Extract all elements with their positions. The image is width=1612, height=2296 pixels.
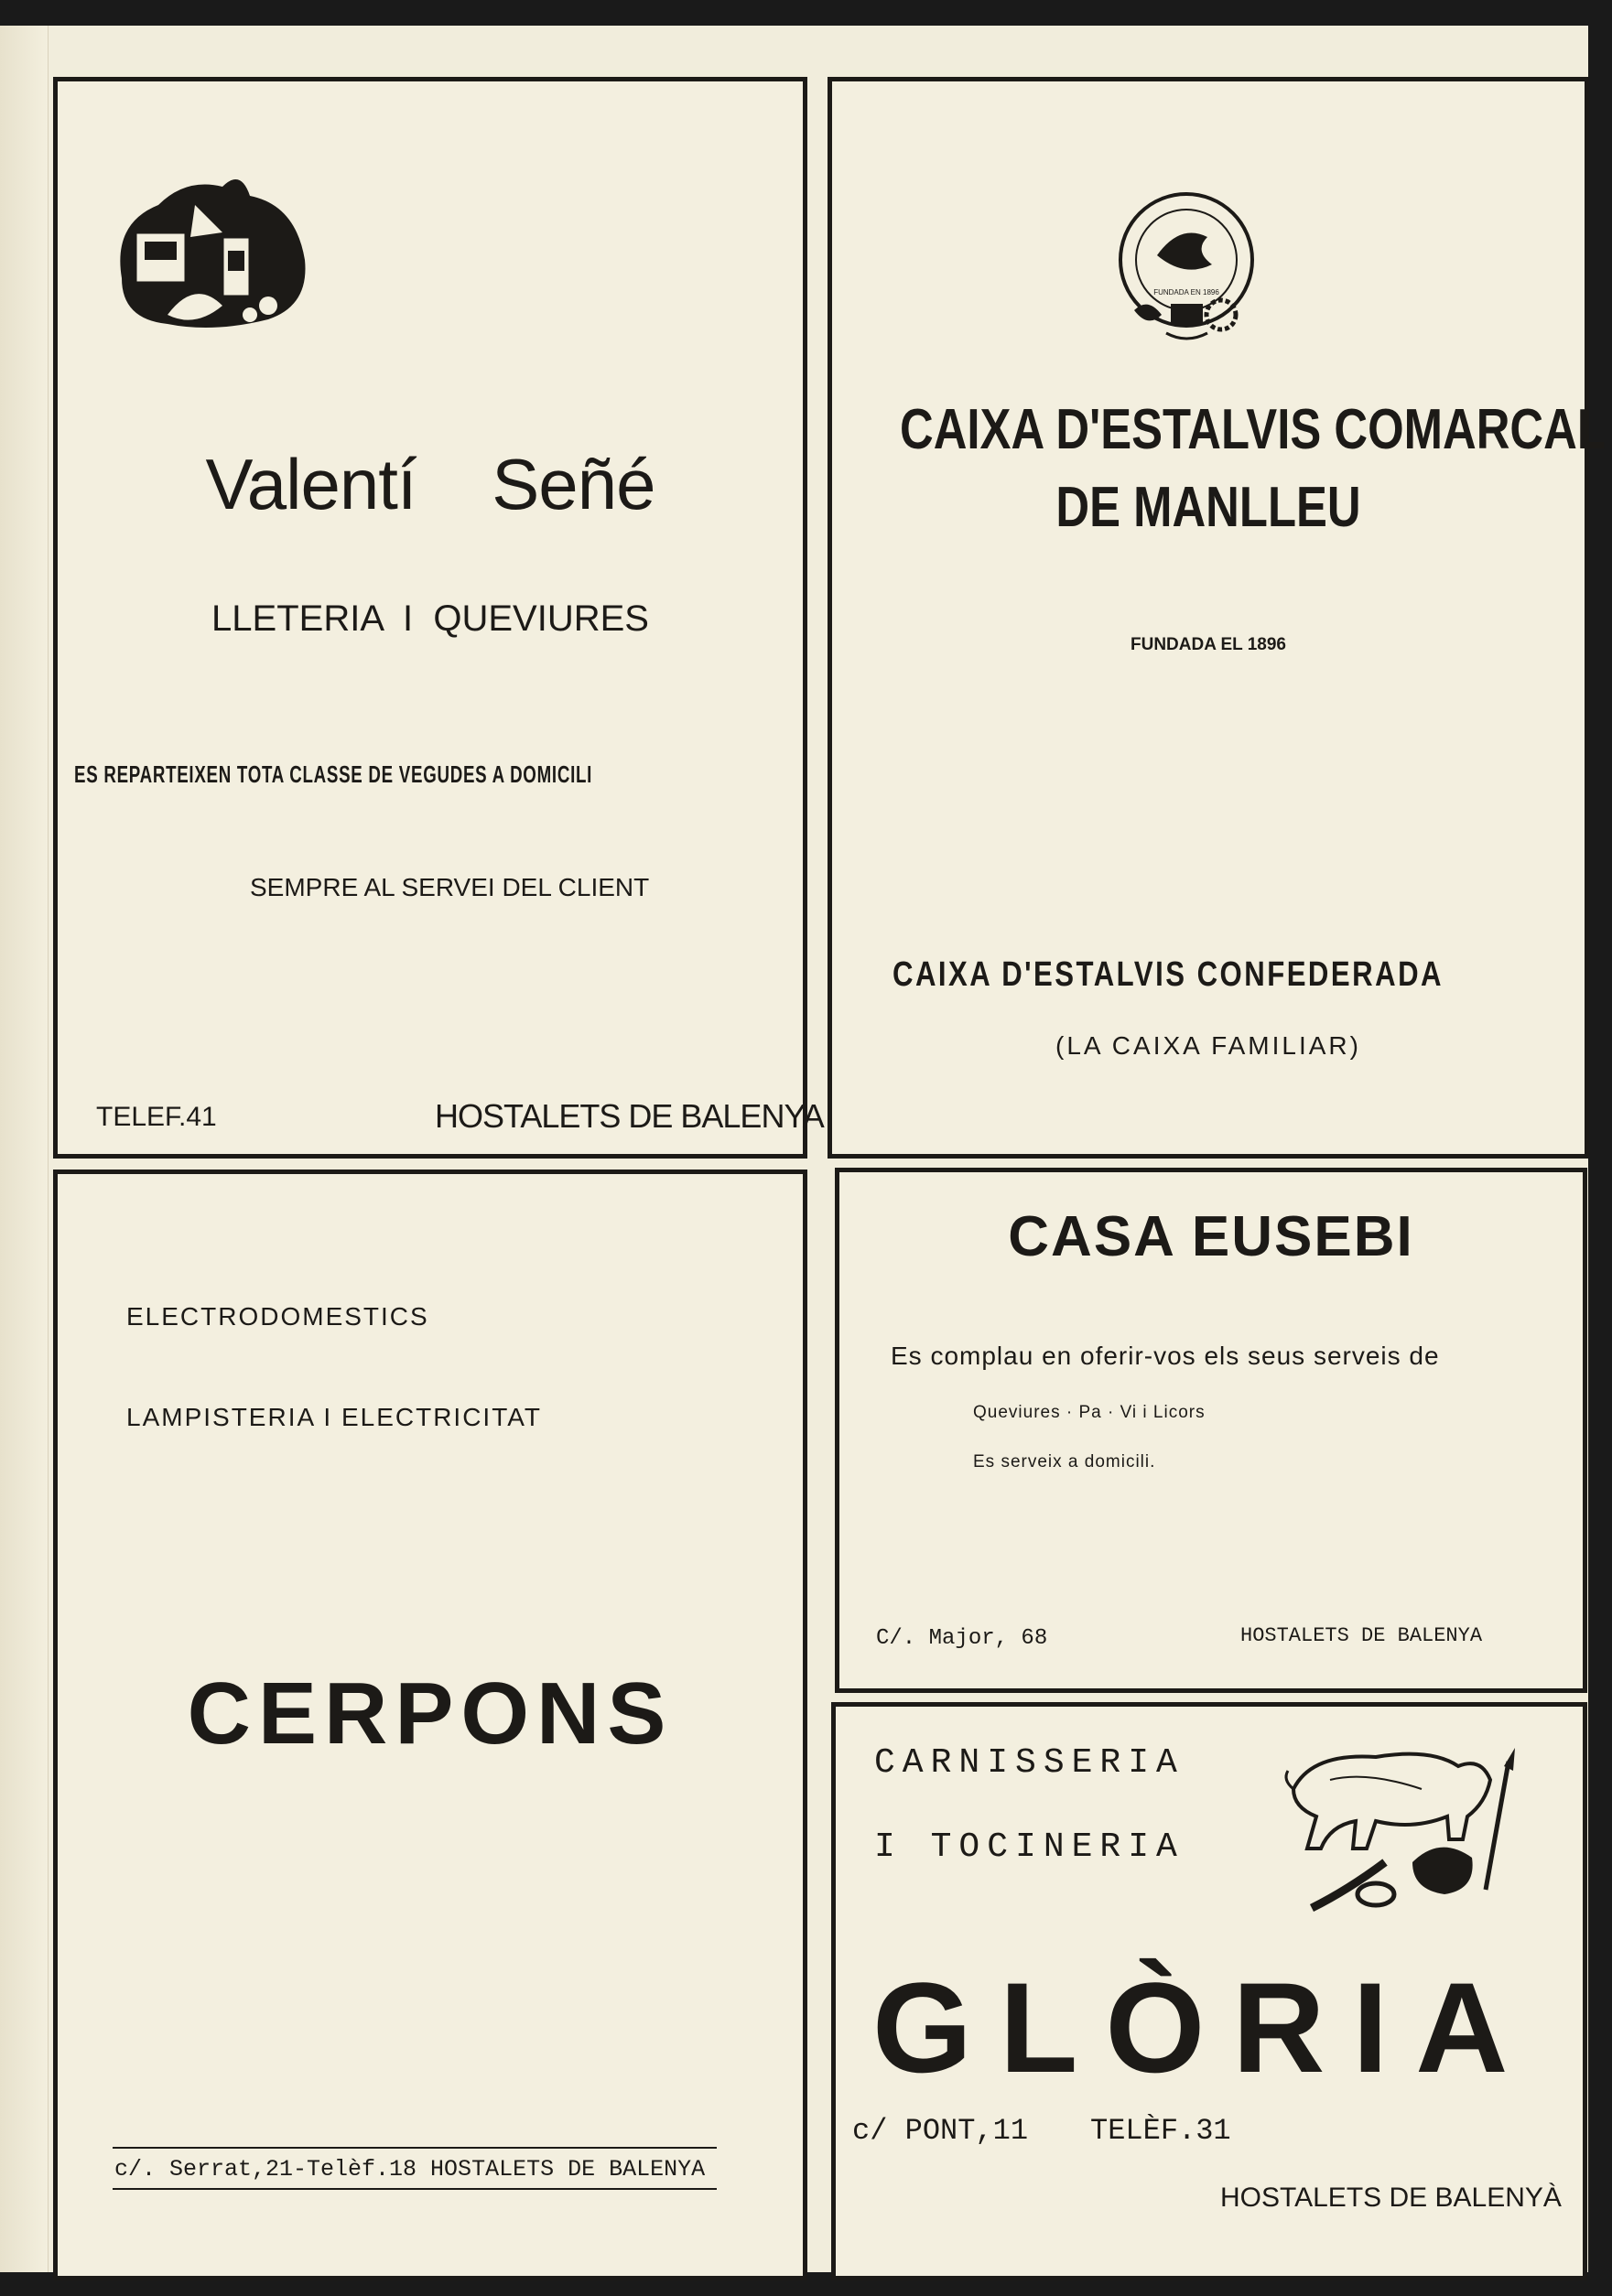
bird-gear-seal-icon [1107,187,1267,347]
eusebi-town: HOSTALETS DE BALENYA [1240,1624,1483,1647]
pig-and-ham-icon [1275,1725,1550,1931]
gloria-name: GLÒRIA [872,1956,1536,2099]
footer-rule-top [113,2147,717,2149]
cerpons-name: CERPONS [187,1665,674,1762]
ad-valenti-sene [53,77,824,1159]
bank-title-line1: CAIXA D'ESTALVIS COMARCAL [899,398,1606,461]
eusebi-address: C/. Major, 68 [876,1626,1048,1651]
gloria-town: HOSTALETS DE BALENYÀ [1220,2183,1562,2213]
town: HOSTALETS DE BALENYA [435,1097,824,1135]
gloria-line1: CARNISSERIA [874,1743,1185,1783]
familiar-note: (LA CAIXA FAMILIAR) [1055,1031,1361,1060]
gloria-phone: TELÈF.31 [1090,2114,1231,2148]
gloria-address: c/ PONT,11 [852,2114,1029,2148]
page-spine [0,26,49,2272]
seal-small-text: FUNDADA EN 1896 [1153,288,1219,296]
delivery-note: ES REPARTEIXEN TOTA CLASSE DE VEGUDES A DOMICILI [74,760,593,788]
founded-note: FUNDADA EL 1896 [1131,635,1286,654]
shop-name: Valentí Señé [205,444,655,524]
eusebi-offer: Es complau en oferir-vos els seus serveis de [891,1342,1440,1370]
cerpons-line2: LAMPISTERIA I ELECTRICITAT [126,1403,542,1431]
magazine-page [0,26,1606,2272]
eusebi-delivery: Es serveix a domicili. [973,1452,1156,1471]
ad-gloria [831,1702,1587,2280]
confederada-note: CAIXA D'ESTALVIS CONFEDERADA [893,955,1444,994]
gloria-line2: I TOCINERIA [874,1827,1185,1867]
ad-cerpons [53,1170,807,2280]
service-note: SEMPRE AL SERVEI DEL CLIENT [250,873,650,901]
ad-caixa-manlleu [828,77,1606,1159]
eusebi-name: CASA EUSEBI [1008,1205,1414,1268]
footer-rule-bottom [113,2188,717,2190]
cerpons-line1: ELECTRODOMESTICS [126,1302,429,1331]
phone: TELEF.41 [96,1102,217,1132]
bank-title-line2: DE MANLLEU [1055,476,1361,539]
grocery-still-life-icon [103,168,314,333]
ad-casa-eusebi [835,1168,1587,1693]
shop-trade: LLETERIA I QUEVIURES [211,598,649,639]
eusebi-items: Queviures · Pa · Vi i Licors [973,1403,1206,1422]
cerpons-footer: c/. Serrat,21-Telèf.18 HOSTALETS DE BALENYA [114,2156,706,2183]
